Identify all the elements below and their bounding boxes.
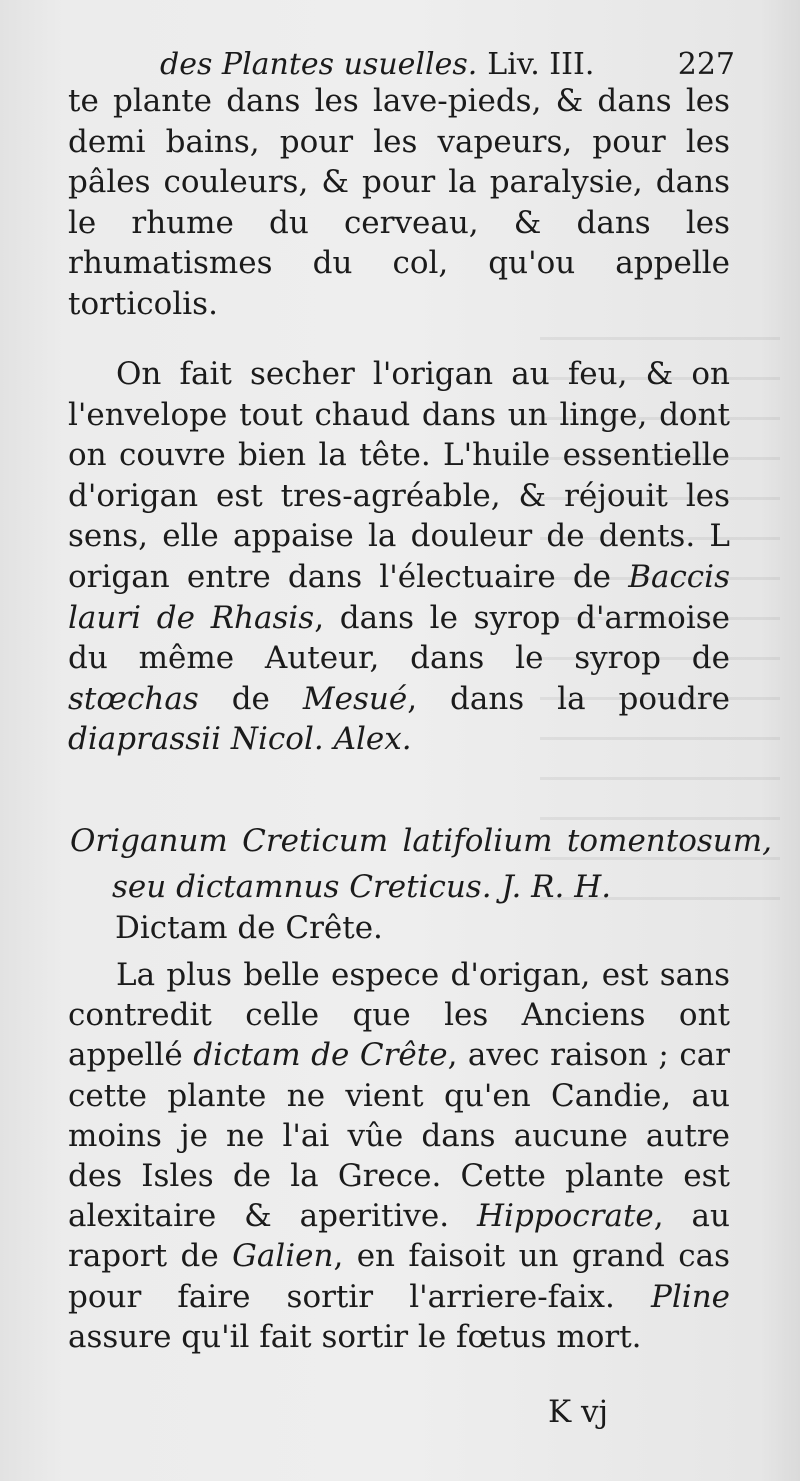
book-number: Liv. III.: [487, 47, 595, 82]
italic-term: Pline: [651, 1278, 730, 1315]
entry-french-name: Dictam de Crête.: [115, 910, 383, 946]
italic-term: Mesué: [302, 680, 408, 717]
running-title: des Plantes usuelles.: [160, 47, 478, 82]
italic-term: dictam de Crête: [193, 1037, 448, 1074]
italic-term: diaprassii Nicol. Alex.: [68, 721, 412, 758]
text-run: , avec raison ; car cette plante ne vient qu'en Candie, au moins je ne l'ai vûe dans aucune autre des Isles de la Grece. Cette plante est alexitaire & aperitive.: [68, 1037, 731, 1235]
text-run: assure qu'il fait sortir le fœtus mort.: [68, 1318, 642, 1355]
text-run: On fait secher l'origan au feu, & on l'envelope tout chaud dans un linge, dont on couvre bien la tête. L'huile essentielle d'origan est tres-agréable, & réjouit les sens, elle appaise la douleur de dents. L origan entre dans l'électuaire de: [68, 356, 730, 595]
signature-mark: K vj: [548, 1394, 609, 1430]
text-run: , dans la poudre: [407, 680, 731, 717]
entry-latin-title: Origanum Creticum latifolium tomentosum, seu dictamnus Creticus. J. R. H.: [70, 823, 772, 905]
text-run: , dans le syrop d'armoise du même Auteur, dans le syrop de: [68, 599, 730, 677]
text-run: , en faisoit un grand cas pour faire sortir l'arriere-faix.: [68, 1238, 731, 1315]
italic-term: Galien: [232, 1238, 334, 1275]
text-run: de: [198, 680, 303, 717]
italic-term: Hippocrate: [477, 1198, 654, 1235]
text-run: La plus belle espece d'origan, est sans contredit celle que les Anciens ont appellé: [68, 957, 730, 1074]
paragraph-dictam: [68, 955, 730, 1357]
paragraph-origan-usage: [68, 354, 730, 760]
text-run: , au raport de: [68, 1198, 730, 1275]
italic-term: Baccis lauri de Rhasis: [68, 558, 730, 636]
page-number: 227: [677, 47, 735, 82]
italic-term: stœchas: [68, 680, 199, 717]
paragraph-continued: te plante dans les lave-pieds, & dans les demi bains, pour les vapeurs, pour les pâles couleurs, & pour la paralysie, dans le rhume du cerveau, & dans les rhumatismes du col, qu'ou appelle torticolis.: [68, 83, 730, 322]
